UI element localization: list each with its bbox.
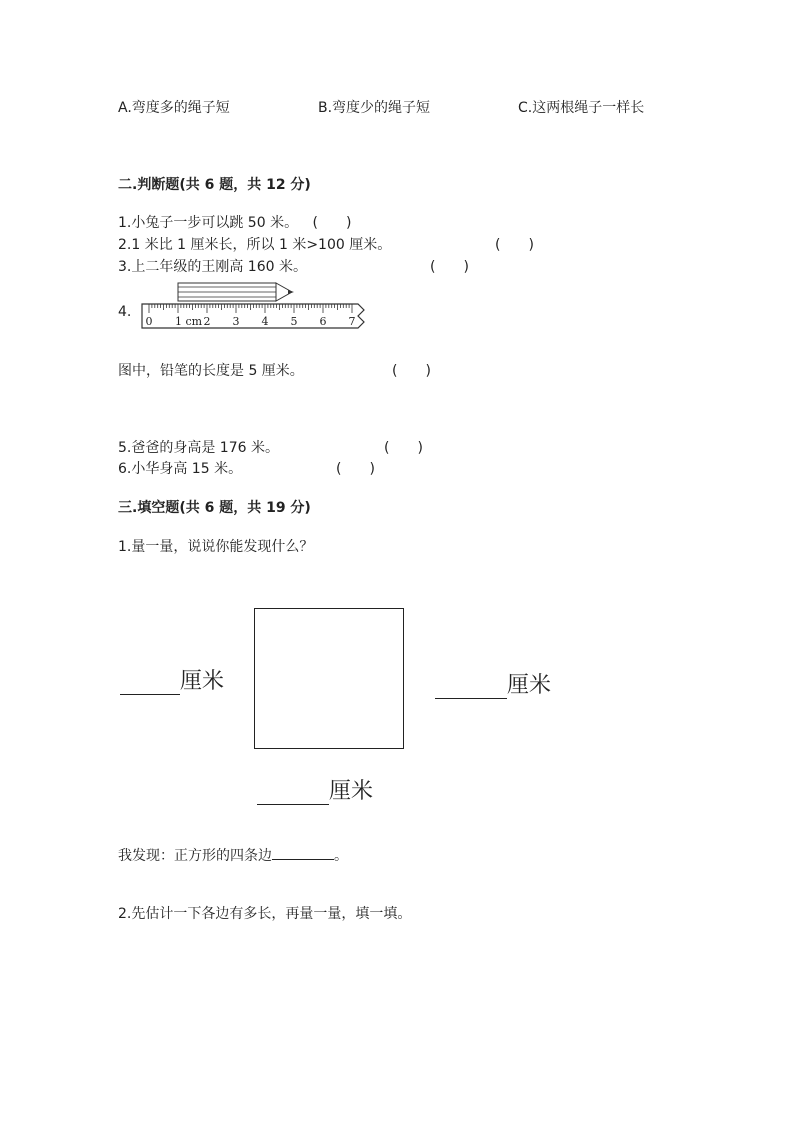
ruler-label: 3 xyxy=(232,315,240,328)
right-side-blank[interactable] xyxy=(435,674,507,699)
ruler-label: 5 xyxy=(290,315,298,328)
option-c[interactable]: C.这两根绳子一样长 xyxy=(518,100,645,116)
question-text: 1.小兔子一步可以跳 50 米。 xyxy=(118,215,299,231)
fill-question-2: 2.先估计一下各边有多长，再量一量，填一填。 xyxy=(118,906,412,922)
judge-question-2-text: 2.1 米比 1 厘米长，所以 1 米>100 厘米。 xyxy=(118,237,392,253)
section-2-heading: 二.判断题(共 6 题，共 12 分) xyxy=(118,177,311,193)
finding-blank[interactable] xyxy=(272,845,334,860)
bottom-side-blank[interactable] xyxy=(257,780,329,805)
ruler-pencil-figure xyxy=(138,278,370,334)
answer-paren[interactable]: ( ) xyxy=(384,440,423,456)
answer-paren[interactable]: ( ) xyxy=(392,363,431,379)
unit-label: 厘米 xyxy=(180,669,225,694)
left-side-measure xyxy=(120,664,224,695)
option-a[interactable]: A.弯度多的绳子短 xyxy=(118,100,230,116)
answer-paren[interactable]: ( ) xyxy=(495,237,534,253)
ruler-icon xyxy=(142,304,364,328)
finding-line xyxy=(118,845,348,865)
ruler-label: 7 xyxy=(348,315,356,328)
judge-question-1 xyxy=(118,212,351,232)
right-side-measure xyxy=(435,668,551,699)
ruler-label: 6 xyxy=(319,315,327,328)
ruler-label: 1 cm xyxy=(175,315,203,328)
unit-label: 厘米 xyxy=(329,779,374,804)
finding-suffix: 。 xyxy=(334,848,348,864)
judge-question-5-text: 5.爸爸的身高是 176 米。 xyxy=(118,440,279,456)
unit-label: 厘米 xyxy=(507,673,552,698)
fill-question-1: 1.量一量，说说你能发现什么？ xyxy=(118,539,314,555)
finding-prefix: 我发现：正方形的四条边 xyxy=(118,848,272,864)
ruler-label: 2 xyxy=(203,315,211,328)
ruler-label: 4 xyxy=(261,315,269,328)
answer-paren[interactable]: ( ) xyxy=(312,215,352,231)
section-3-heading: 三.填空题(共 6 题，共 19 分) xyxy=(118,500,311,516)
judge-question-3-text: 3.上二年级的王刚高 160 米。 xyxy=(118,259,307,275)
left-side-blank[interactable] xyxy=(120,670,180,695)
answer-paren[interactable]: ( ) xyxy=(430,259,469,275)
square-figure xyxy=(254,608,404,749)
ruler-label: 0 xyxy=(145,315,153,328)
judge-question-6-text: 6.小华身高 15 米。 xyxy=(118,461,243,477)
judge-question-4-text: 图中，铅笔的长度是 5 厘米。 xyxy=(118,363,304,379)
judge-question-4-number: 4. xyxy=(118,304,132,320)
pencil-icon xyxy=(178,283,294,301)
answer-paren[interactable]: ( ) xyxy=(336,461,375,477)
option-b[interactable]: B.弯度少的绳子短 xyxy=(318,100,431,116)
bottom-side-measure xyxy=(257,774,373,805)
